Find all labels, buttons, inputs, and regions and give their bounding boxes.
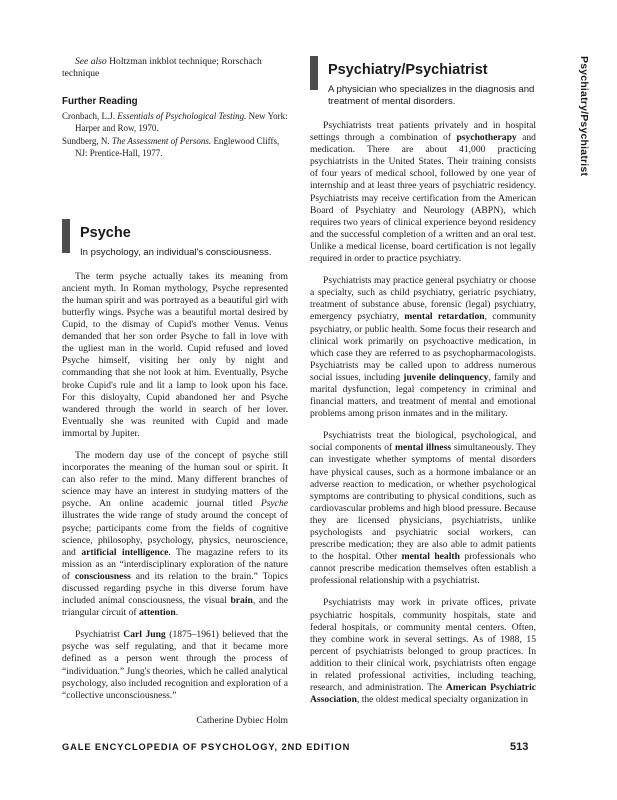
psyche-title: Psyche [80, 224, 131, 241]
running-head: Psychiatry/Psychiatrist [578, 56, 590, 177]
ref-author: Sundberg, N. [62, 136, 112, 147]
psychiatry-paragraph-3: Psychiatrists treat the biological, psychological, and social components of mental illness simultaneously. They can investigate whether symptoms of mental disorders have physical causes, such as a hormone imbalance or an adverse reaction to medication, or whether psychological symptoms are contributing to physical conditions, such as cardiovascular problems and high blood pressure. Because they are licensed physicians, psychiatrists, unlike psychologists and psychiatric social workers, can prescribe medication; they are also able to admit patients to the hospital. Other mental health professionals who cannot prescribe medication themselves often establish a professional relationship with a psychiatrist. [310, 430, 536, 587]
see-also-label[interactable]: See also [75, 56, 107, 67]
see-also [62, 56, 288, 80]
term-link[interactable]: mental health [401, 551, 460, 563]
ref-title: The Assessment of Persons. [111, 136, 212, 147]
ref-title: Essentials of Psychological Testing. [117, 111, 247, 122]
psychiatry-entry-header [310, 56, 536, 108]
psychiatry-paragraph-4: Psychiatrists may work in private offices, private psychiatric hospitals, community hospitals, state and federal hospitals, or community mental centers. Often, they combine work in several settings. As of 1988, 15 percent of psychiatrists belonged to group practices. In addition to their clinical work, psychiatrists often engage in related professional activities, including teaching, research, and administration. The American Psychiatric Association, the oldest medical specialty organization in [310, 597, 537, 706]
term-link[interactable]: consciousness [74, 570, 131, 582]
ref-publisher: New York: Harper and Row, 1970. [75, 111, 288, 133]
see-also-text[interactable]: Holtzman inkblot technique; Rorschach technique [62, 56, 262, 80]
term-link[interactable]: brain [230, 595, 253, 607]
term-link[interactable]: American Psychiatric Association [310, 682, 537, 706]
psyche-definition: In psychology, an individual's consciousness. [80, 246, 272, 258]
psychiatry-definition: A physician who specializes in the diagnosis and treatment of mental disorders. [328, 84, 535, 107]
page-number: 513 [510, 741, 529, 753]
entry-marker-bar [310, 56, 318, 90]
psychiatry-title: Psychiatry/Psychiatrist [328, 62, 488, 78]
psyche-entry-header [62, 219, 288, 259]
reference-item [62, 136, 288, 159]
further-reading-heading: Further Reading [62, 96, 138, 108]
ref-publisher: Englewood Cliffs, NJ: Prentice-Hall, 1977. [75, 136, 280, 159]
psyche-paragraph-1: The term psyche actually takes its meaning from ancient myth. In Roman mythology, Psyche represented the human spirit and was portrayed as a beautiful girl with butterfly wings. Psyche was a beautiful mortal desired by Cupid, to the dismay of Cupid's mother Venus. Venus demanded that her son order Psyche to fall in love with the ugliest man in the world. Cupid refused and loved Psyche himself, visiting her only by night and commanding that she not look at him. Eventually, Psyche broke Cupid's rule and lit a lamp to look upon his face. For this disloyalty, Cupid abandoned her and Psyche wandered through the world in search of her lover. Eventually she was reunited with Cupid and made immortal by Jupiter. [62, 270, 288, 439]
psychiatry-paragraph-1: Psychiatrists treat patients privately and in hospital settings through a combination of psychotherapy and medication. There are about 41,000 practicing psychiatrists in the United States. Their training consists of four years of medical school, followed by one year of internship and at least three years of psychiatric residency. Psychiatrists may receive certification from the American Board of Psychiatry and Neurology (ABPN), which requires two years of clinical experience beyond residency and the successful completion of a written and an oral test. Unlike a medical license, board certification is not legally required in order to practice psychiatry. [310, 120, 536, 265]
footer-title: GALE ENCYCLOPEDIA OF PSYCHOLOGY, 2ND EDITION [62, 742, 351, 752]
term-link[interactable]: Carl Jung [123, 629, 166, 641]
left-column [62, 56, 288, 727]
reference-item [62, 111, 288, 134]
term-link[interactable]: juvenile delinquency [403, 371, 489, 383]
psychiatry-paragraph-2: Psychiatrists may practice general psychiatry or choose a specialty, such as child psychiatry, geriatric psychiatry, treatment of substance abuse, forensic (legal) psychiatry, emergency psychiatry, mental retardation, community psychiatry, or public health. Some focus their research and clinical work primarily on psychoactive medication, in which case they are referred to as psychopharmacologists. Psychiatrists may be called upon to address numerous social issues, including juvenile delinquency, family and marital dysfunction, legal competency in criminal and financial matters, and treatment of mental and emotional problems among prison inmates and in the military. [310, 275, 536, 420]
journal-title: Psyche [260, 498, 288, 510]
term-link[interactable]: mental retardation [404, 311, 485, 323]
psyche-paragraph-2: The modern day use of the concept of psyche still incorporates the meaning of the human soul or spirit. It can also refer to the mind. Many different branches of science may have an interest in studying matters of the psyche. An online academic journal titled Psyche illustrates the wide range of study around the concept of psyche; participants come from the fields of cognitive science, philosophy, psychology, physics, neuroscience, and artificial intelligence. The magazine refers to its mission as an “interdisciplinary exploration of the nature of consciousness and its relation to the brain.” Topics discussed regarding psyche in this diverse forum have included animal consciousness, the visual brain, and the triangular circuit of attention. [62, 449, 289, 619]
article-author: Catherine Dybiec Holm [196, 714, 288, 726]
term-link[interactable]: psychotherapy [456, 132, 517, 144]
term-link[interactable]: mental illness [395, 442, 452, 454]
psyche-paragraph-3: Psychiatrist Carl Jung (1875–1961) believed that the psyche was self regulating, and that it became more defined as a person went through the process of “individuation.” Jung's theories, which he called analytical psychology, also included recognition and exploration of a “collective unconsciousness.” [62, 629, 288, 701]
entry-marker-bar [62, 219, 70, 253]
term-link[interactable]: artificial intelligence [81, 546, 169, 558]
term-link[interactable]: attention [138, 607, 176, 619]
ref-author: Cronbach, L.J. [62, 111, 118, 122]
right-column [310, 56, 536, 706]
